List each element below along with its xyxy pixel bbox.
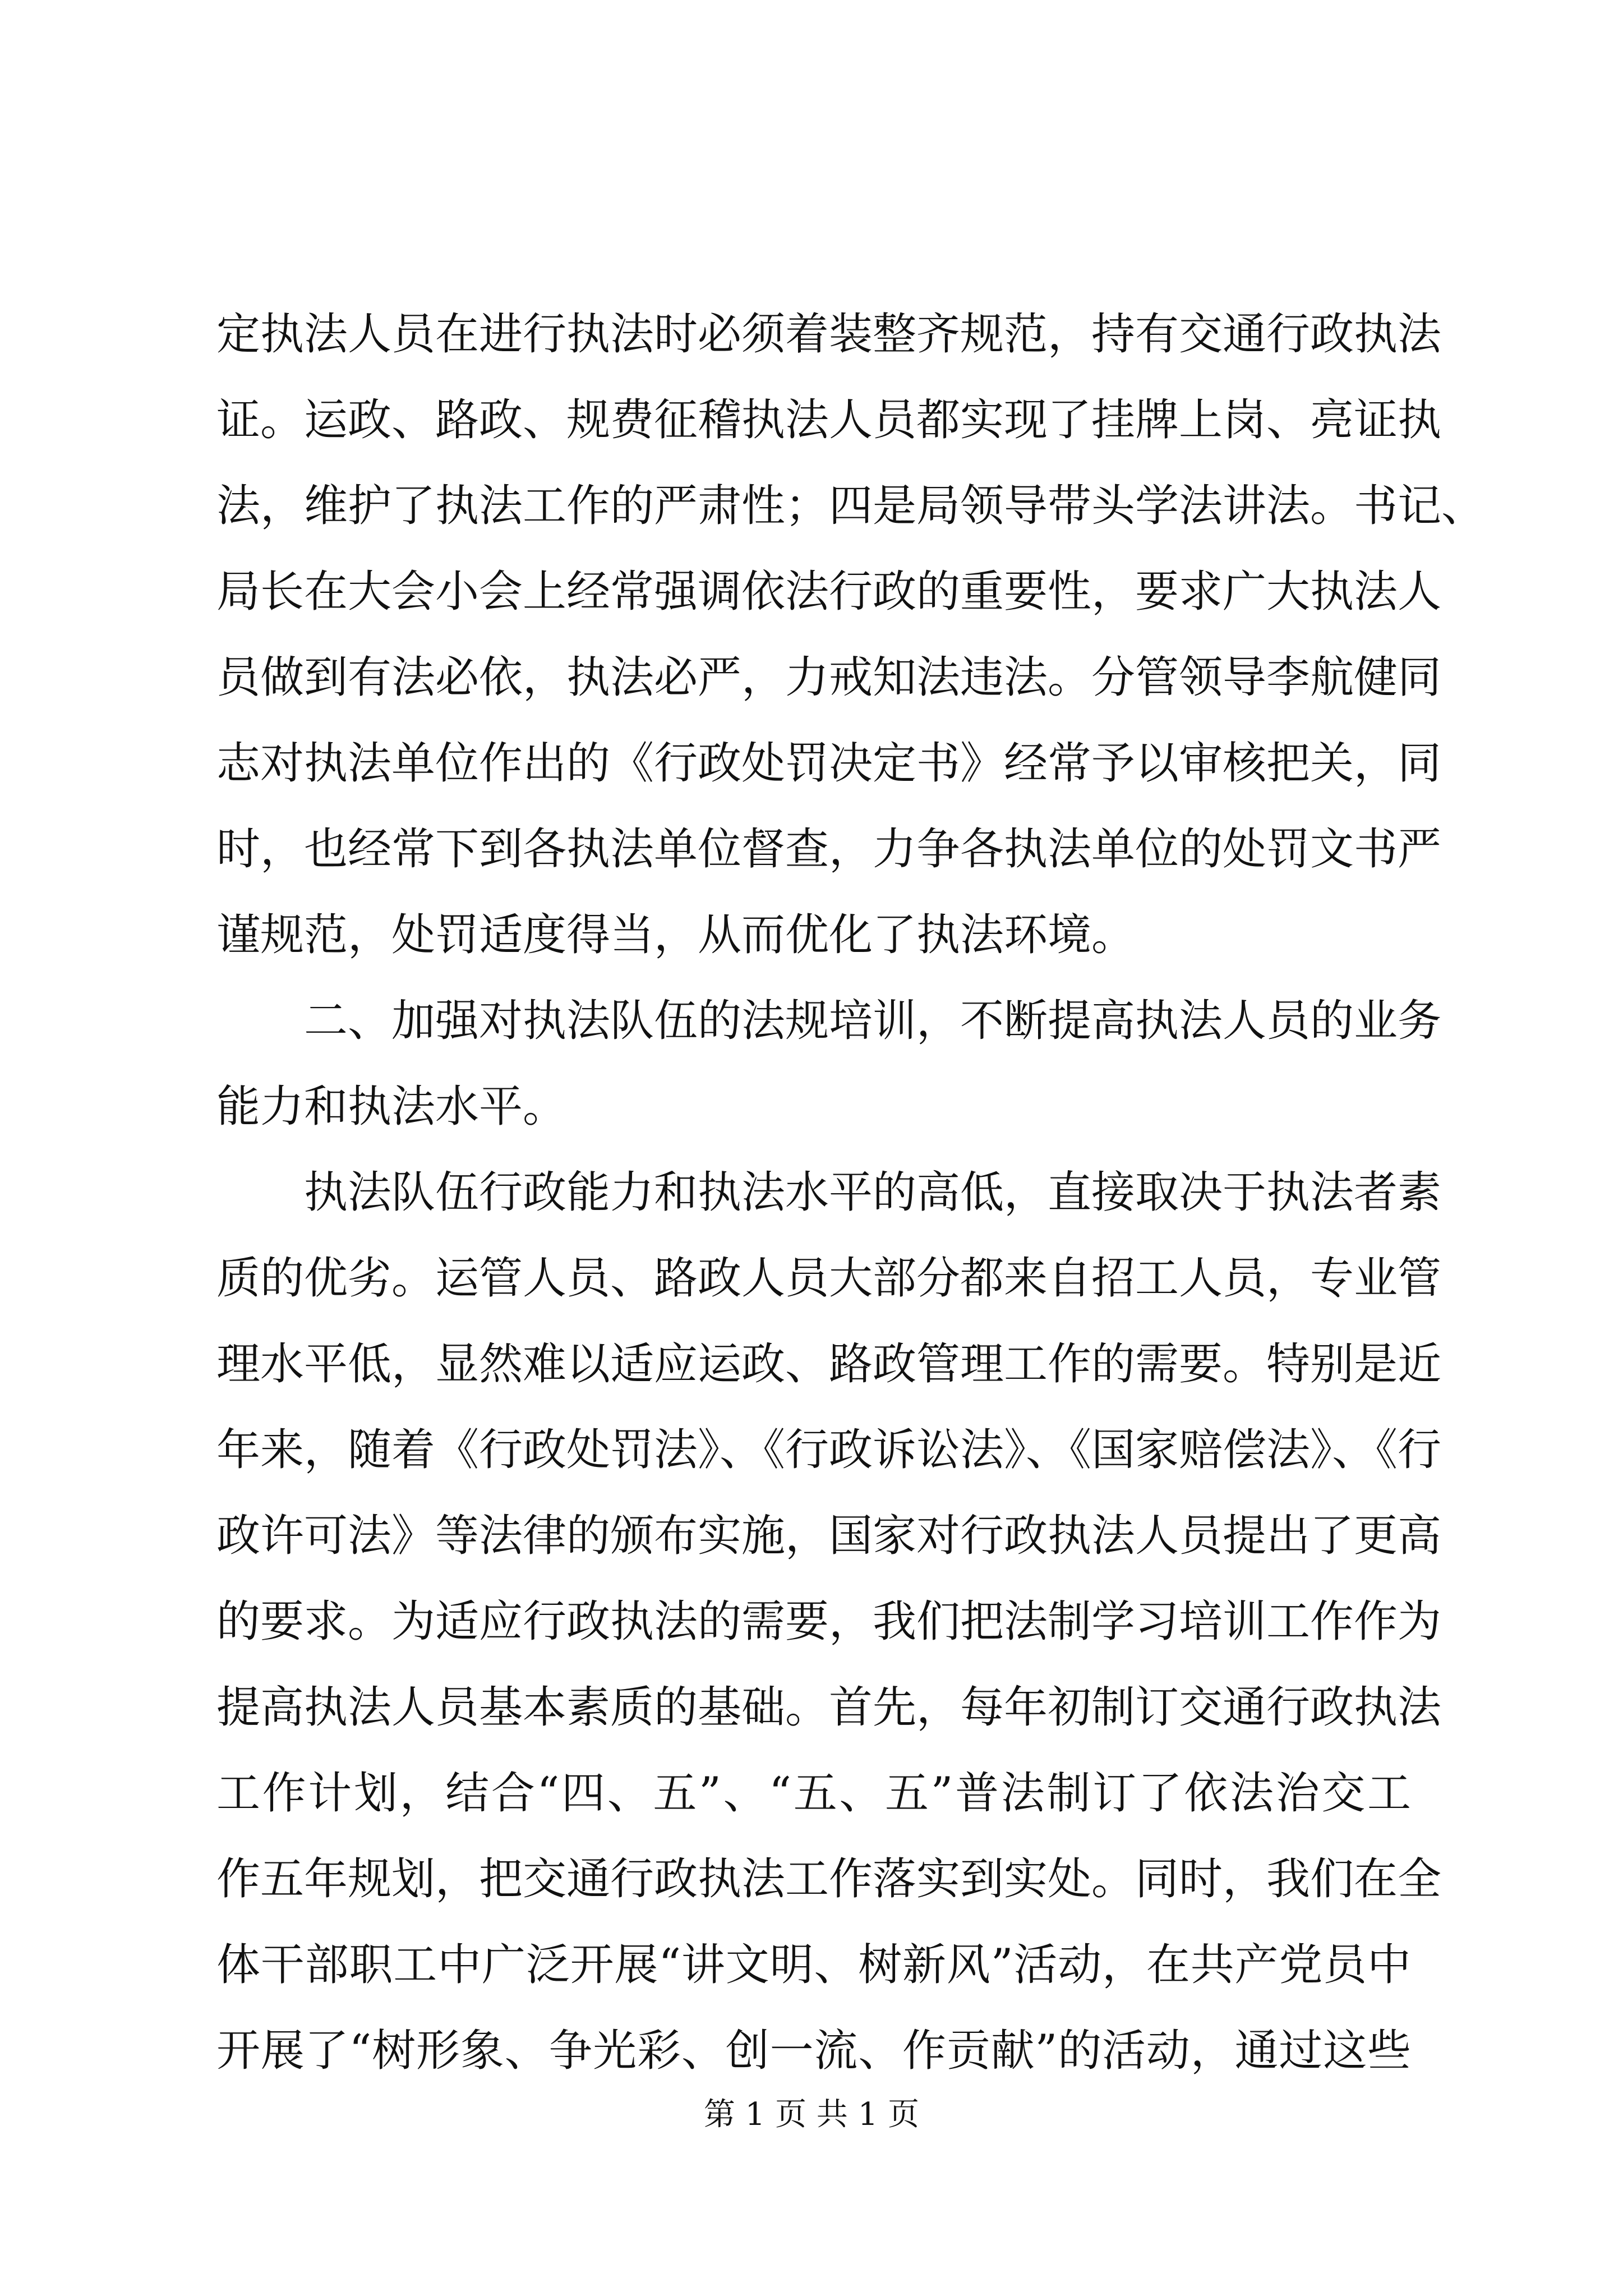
text-line: 法，维护了执法工作的严肃性；四是局领导带头学法讲法。书记、	[216, 481, 1486, 531]
text-line: 年来，随着《行政处罚法》、《行政诉讼法》、《国家赔偿法》、《行	[216, 1425, 1442, 1475]
section-heading-line: 二、加强对执法队伍的法规培训，不断提高执法人员的业务	[304, 996, 1442, 1046]
text-line: 定执法人员在进行执法时必须着装整齐规范，持有交通行政执法	[216, 309, 1442, 360]
text-line: 证。运政、路政、规费征稽执法人员都实现了挂牌上岗、亮证执	[216, 395, 1442, 445]
text-line: 谨规范，处罚适度得当，从而优化了执法环境。	[216, 910, 1136, 960]
text-line: 体干部职工中广泛开展“讲文明、树新风”活动，在共产党员中	[216, 1940, 1411, 1990]
text-line: 的要求。为适应行政执法的需要，我们把法制学习培训工作作为	[216, 1596, 1442, 1647]
text-line: 志对执法单位作出的《行政处罚决定书》经常予以审核把关，同	[216, 738, 1442, 789]
text-line: 时，也经常下到各执法单位督查，力争各执法单位的处罚文书严	[216, 824, 1442, 875]
text-line: 政许可法》等法律的颁布实施，国家对行政执法人员提出了更高	[216, 1511, 1442, 1561]
text-line: 工作计划，结合“四、五”、“五、五”普法制订了依法治交工	[216, 1768, 1411, 1819]
text-line: 作五年规划，把交通行政执法工作落实到实处。同时，我们在全	[216, 1854, 1442, 1904]
text-line: 质的优劣。运管人员、路政人员大部分都来自招工人员，专业管	[216, 1253, 1442, 1304]
text-line: 开展了“树形象、争光彩、创一流、作贡献”的活动，通过这些	[216, 2026, 1411, 2076]
text-line: 理水平低，显然难以适应运政、路政管理工作的需要。特别是近	[216, 1339, 1442, 1389]
page-number-footer: 第 1 页 共 1 页	[703, 2096, 920, 2133]
text-line: 员做到有法必依，执法必严，力戒知法违法。分管领导李航健同	[216, 652, 1442, 703]
section-heading-line: 能力和执法水平。	[216, 1082, 567, 1132]
text-line: 局长在大会小会上经常强调依法行政的重要性，要求广大执法人	[216, 567, 1442, 617]
document-body	[216, 292, 1486, 2094]
text-line: 执法队伍行政能力和执法水平的高低，直接取决于执法者素	[304, 1167, 1442, 1218]
text-line: 提高执法人员基本素质的基础。首先，每年初制订交通行政执法	[216, 1682, 1442, 1733]
